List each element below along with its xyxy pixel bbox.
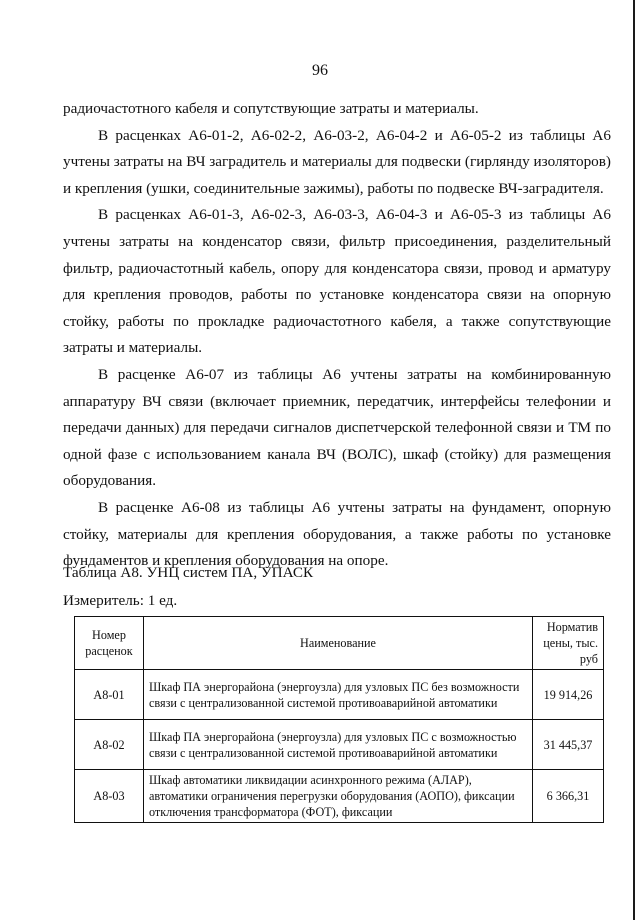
- page-number: 96: [312, 62, 328, 79]
- row-name: Шкаф автоматики ликвидации асинхронного режима (АЛАР), автоматики ограничения перегрузки оборудования (АОПО), фиксации отключения трансформатора (ФОТ), фиксации: [144, 770, 533, 823]
- paragraph: В расценке А6-08 из таблицы А6 учтены затраты на фундамент, опорную стойку, материалы для крепления оборудования, а также работы по установке фундаментов и крепления оборудования на опоре.: [63, 498, 611, 570]
- price-norms-table: [74, 616, 604, 823]
- header-name: Наименование: [144, 617, 533, 670]
- header-price: Норматив цены, тыс. руб: [533, 617, 604, 670]
- header-code: Номер расценок: [75, 617, 144, 670]
- row-price: 6 366,31: [533, 770, 604, 823]
- table-unit-line: Измеритель: 1 ед.: [63, 592, 178, 609]
- table-row: [75, 770, 604, 823]
- paragraph-continuation: радиочастотного кабеля и сопутствующие затраты и материалы.: [63, 100, 479, 117]
- row-code: А8-02: [75, 720, 144, 770]
- row-name: Шкаф ПА энергорайона (энергоузла) для узловых ПС без возможности связи с централизованной системой противоаварийной автоматики: [144, 670, 533, 720]
- row-code: А8-03: [75, 770, 144, 823]
- row-code: А8-01: [75, 670, 144, 720]
- table-caption: Таблица А8. УНЦ систем ПА, УПАСК: [63, 564, 314, 581]
- scan-border-line: [633, 0, 635, 920]
- body-text: [63, 96, 611, 575]
- row-price: 31 445,37: [533, 720, 604, 770]
- paragraph: В расценках А6-01-3, А6-02-3, А6-03-3, А6-04-3 и А6-05-3 из таблицы А6 учтены затраты на конденсатор связи, фильтр присоединения, разделительный фильтр, радиочастотный кабель, опору для конденсатора связи, провод и арматуру для крепления проводов, работы по установке конденсатора связи на опорную стойку, работы по прокладке радиочастотного кабеля, а также сопутствующие затраты и материалы.: [63, 206, 611, 357]
- paragraph: В расценках А6-01-2, А6-02-2, А6-03-2, А6-04-2 и А6-05-2 из таблицы А6 учтены затраты на ВЧ заградитель и материалы для подвески (гирлянду изоляторов) и крепления (ушки, соединительные зажимы), работы по подвеске ВЧ-заградителя.: [63, 126, 611, 197]
- paragraph: В расценке А6-07 из таблицы А6 учтены затраты на комбинированную аппаратуру ВЧ связи (включает приемник, передатчик, интерфейсы телефонии и передачи данных) для передачи сигналов диспетчерской телефонной связи и ТМ по одной фазе с использованием канала ВЧ (ВОЛС), шкаф (стойку) для размещения оборудования.: [63, 365, 611, 490]
- table-row: [75, 720, 604, 770]
- row-name: Шкаф ПА энергорайона (энергоузла) для узловых ПС с возможностью связи с централизованной системой противоаварийной автоматики: [144, 720, 533, 770]
- row-price: 19 914,26: [533, 670, 604, 720]
- table-header-row: [75, 617, 604, 670]
- table-row: [75, 670, 604, 720]
